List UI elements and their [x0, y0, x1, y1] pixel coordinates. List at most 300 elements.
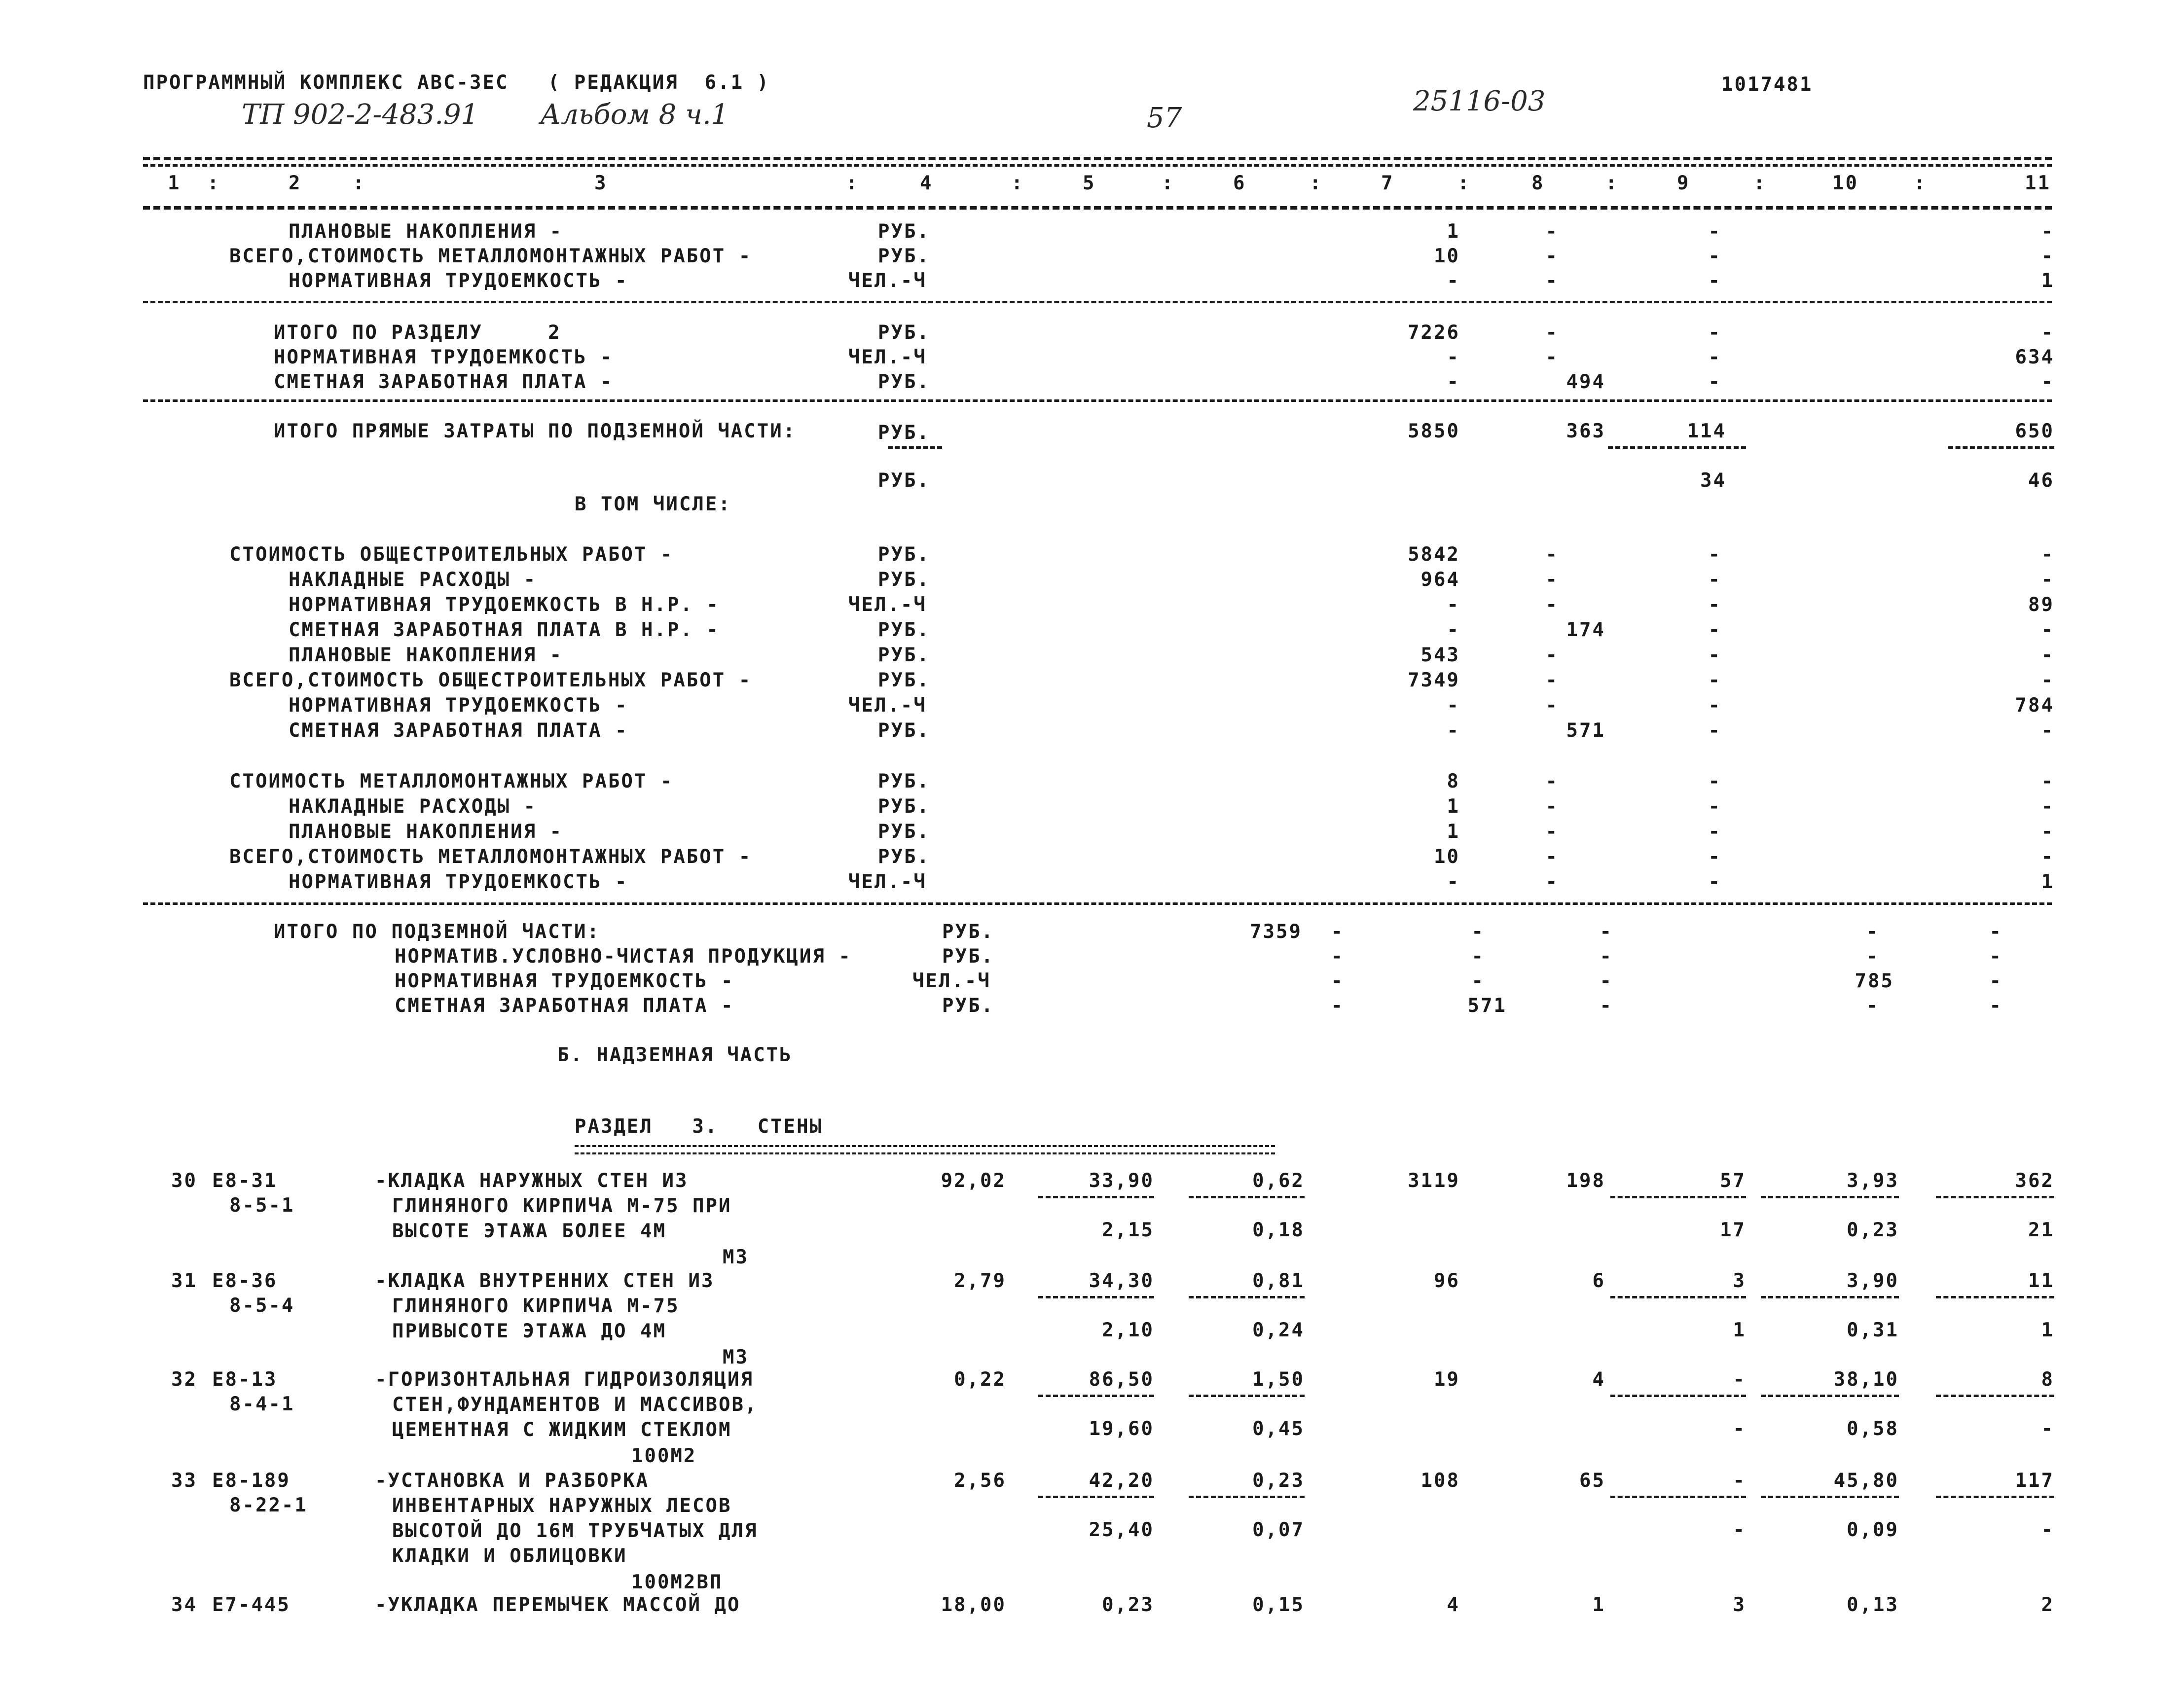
item-machines: 3	[1733, 1594, 1746, 1616]
item-total-wage: 198	[1566, 1170, 1605, 1192]
item-unit-cost: 34,30	[1089, 1270, 1154, 1292]
value-col-c: -	[1600, 921, 1613, 943]
item-unit: 100М2	[631, 1445, 697, 1467]
item-description-line: -УСТАНОВКА И РАЗБОРКА	[375, 1470, 650, 1492]
value-col-a: -	[1331, 945, 1344, 968]
item-unit-wage: 0,23	[1252, 1470, 1305, 1492]
value-col-11: -	[2041, 322, 2054, 344]
item-description-line: СТЕН,ФУНДАМЕНТОВ И МАССИВОВ,	[392, 1394, 758, 1416]
value-col-11: -	[2041, 220, 2054, 243]
section-rule	[143, 301, 2052, 303]
value-col-8: -	[1545, 322, 1559, 344]
underground-total-label: НОРМАТИВ.УСЛОВНО-ЧИСТАЯ ПРОДУКЦИЯ -	[395, 945, 852, 968]
value-col-7: 10	[1434, 846, 1460, 868]
value-col-9: -	[1708, 770, 1721, 792]
value-col-9: -	[1708, 719, 1721, 742]
item-number: 31	[171, 1270, 197, 1292]
summary-label: СМЕТНАЯ ЗАРАБОТНАЯ ПЛАТА -	[274, 371, 614, 393]
handwritten-sheet-code: 25116-03	[1413, 85, 1546, 117]
value-col-7: 8	[1447, 770, 1460, 792]
value-col-e: -	[1989, 995, 2002, 1017]
item-labour-total-sub: 21	[2028, 1219, 2054, 1241]
value-col-c: -	[1600, 970, 1613, 992]
column-header-2: 2	[289, 172, 302, 194]
value-col-8: -	[1545, 644, 1559, 666]
value-col-8: -	[1545, 846, 1559, 868]
value-col-8: -	[1545, 346, 1559, 368]
item-unit-wage-sub: 0,45	[1252, 1418, 1305, 1440]
summary-label: СМЕТНАЯ ЗАРАБОТНАЯ ПЛАТА В Н.Р. -	[289, 619, 720, 641]
item-labour-total: 117	[2015, 1470, 2054, 1492]
item-subrule	[1610, 1496, 1746, 1498]
value-col-8: -	[1545, 245, 1559, 267]
item-description-line: -ГОРИЗОНТАЛЬНАЯ ГИДРОИЗОЛЯЦИЯ	[375, 1368, 754, 1391]
item-subrule	[1761, 1296, 1899, 1298]
item-quantity: 2,79	[954, 1270, 1006, 1292]
value-col-11: -	[2041, 543, 2054, 566]
item-subrule	[1610, 1296, 1746, 1298]
item-description-line: -КЛАДКА ВНУТРЕННИХ СТЕН ИЗ	[375, 1270, 715, 1292]
value-col-8: -	[1545, 770, 1559, 792]
value-col-8: -	[1545, 694, 1559, 717]
section-3-heading: РАЗДЕЛ 3. СТЕНЫ	[575, 1115, 823, 1138]
item-machines: -	[1733, 1368, 1746, 1391]
unit-label: ЧЕЛ.-Ч	[848, 346, 927, 368]
item-subrule	[1189, 1395, 1305, 1397]
value-col-b: -	[1471, 970, 1485, 992]
item-code: Е8-36	[212, 1270, 278, 1292]
value-col-9: -	[1708, 371, 1721, 393]
item-subrule	[1038, 1496, 1154, 1498]
item-machines-sub: -	[1733, 1519, 1746, 1541]
item-subrule	[1761, 1196, 1899, 1198]
value-col-8: -	[1545, 270, 1559, 292]
item-code-2: 8-22-1	[229, 1494, 308, 1516]
value-col-8: 571	[1566, 719, 1605, 742]
value-col-e: -	[1989, 970, 2002, 992]
summary-label: ВСЕГО,СТОИМОСТЬ МЕТАЛЛОМОНТАЖНЫХ РАБОТ -	[229, 245, 752, 267]
unit-label: ЧЕЛ.-Ч	[848, 694, 927, 717]
item-labour-rate: 45,80	[1833, 1470, 1899, 1492]
item-quantity: 18,00	[941, 1594, 1006, 1616]
item-machines: 57	[1720, 1170, 1746, 1192]
column-separator: :	[1310, 172, 1323, 194]
section-rule	[143, 399, 2052, 402]
value-col-a: -	[1331, 921, 1344, 943]
direct-costs-label: ИТОГО ПРЯМЫЕ ЗАТРАТЫ ПО ПОДЗЕМНОЙ ЧАСТИ:	[274, 420, 797, 442]
value-col-7: -	[1447, 619, 1460, 641]
unit-label: РУБ.	[942, 945, 994, 968]
value-col-11: -	[2041, 644, 2054, 666]
value-col-9: -	[1708, 846, 1721, 868]
item-labour-total: 8	[2041, 1368, 2054, 1391]
value-col-b: -	[1471, 921, 1485, 943]
item-total-wage: 4	[1592, 1368, 1605, 1391]
summary-label: ПЛАНОВЫЕ НАКОПЛЕНИЯ -	[289, 644, 563, 666]
underground-total-label: НОРМАТИВНАЯ ТРУДОЕМКОСТЬ -	[395, 970, 734, 992]
unit-label: РУБ.	[878, 422, 930, 444]
value-col-9: -	[1708, 669, 1721, 691]
value-col-9: -	[1708, 220, 1721, 243]
item-unit-wage-sub: 0,18	[1252, 1219, 1305, 1241]
summary-label: ПЛАНОВЫЕ НАКОПЛЕНИЯ -	[289, 220, 563, 243]
unit-label: РУБ.	[878, 220, 930, 243]
unit-label: РУБ.	[878, 371, 930, 393]
item-unit-cost-sub: 2,15	[1102, 1219, 1154, 1241]
value-col-c: -	[1600, 995, 1613, 1017]
value-col-11: -	[2041, 371, 2054, 393]
value-col-7: 10	[1434, 245, 1460, 267]
value-col-8: -	[1545, 871, 1559, 893]
item-subrule	[1189, 1496, 1305, 1498]
item-total-cost: 96	[1434, 1270, 1460, 1292]
value-col-11: -	[2041, 569, 2054, 591]
value-col-7: 7226	[1408, 322, 1460, 344]
item-subrule	[1038, 1196, 1154, 1198]
item-unit-cost-sub: 25,40	[1089, 1519, 1154, 1541]
handwritten-page-number: 57	[1147, 102, 1182, 134]
item-subrule	[1761, 1496, 1899, 1498]
item-labour-total-sub: -	[2041, 1418, 2054, 1440]
item-unit-cost-sub: 2,10	[1102, 1319, 1154, 1341]
value-col-d: -	[1866, 995, 1879, 1017]
item-labour-total: 2	[2041, 1594, 2054, 1616]
subtotal-rule	[1948, 446, 2054, 449]
item-code: Е7-445	[212, 1594, 291, 1616]
item-subrule	[1038, 1395, 1154, 1397]
item-description-line: ЦЕМЕНТНАЯ С ЖИДКИМ СТЕКЛОМ	[392, 1419, 732, 1441]
item-labour-total: 11	[2028, 1270, 2054, 1292]
value-col-8: -	[1545, 569, 1559, 591]
column-header-9: 9	[1677, 172, 1690, 194]
value-col-7: 1	[1447, 220, 1460, 243]
item-code-2: 8-5-4	[229, 1294, 295, 1317]
unit-label: РУБ.	[878, 245, 930, 267]
item-code: Е8-13	[212, 1368, 278, 1391]
value-col-7: -	[1447, 270, 1460, 292]
value-col-8: -	[1545, 821, 1559, 843]
column-header-10: 10	[1832, 172, 1858, 194]
value-col-d: -	[1866, 921, 1879, 943]
summary-label: СТОИМОСТЬ МЕТАЛЛОМОНТАЖНЫХ РАБОТ -	[229, 770, 674, 792]
underground-total-label: СМЕТНАЯ ЗАРАБОТНАЯ ПЛАТА -	[395, 995, 734, 1017]
item-description-line: ГЛИНЯНОГО КИРПИЧА М-75	[392, 1295, 680, 1317]
value-col-9: -	[1708, 543, 1721, 566]
unit-label: РУБ.	[878, 619, 930, 641]
handwritten-project-code: ТП 902-2-483.91	[242, 99, 479, 131]
summary-label: СМЕТНАЯ ЗАРАБОТНАЯ ПЛАТА -	[289, 719, 628, 742]
unit-label: РУБ.	[878, 846, 930, 868]
summary-label: ИТОГО ПО РАЗДЕЛУ 2	[274, 322, 561, 344]
item-unit: М3	[723, 1246, 749, 1268]
item-unit-wage-sub: 0,24	[1252, 1319, 1305, 1341]
item-subrule	[1189, 1196, 1305, 1198]
value-col-7: 1	[1447, 795, 1460, 818]
value-col-11: 634	[2015, 346, 2054, 368]
item-code-2: 8-4-1	[229, 1393, 295, 1415]
column-header-8: 8	[1531, 172, 1545, 194]
item-description-line: ИНВЕНТАРНЫХ НАРУЖНЫХ ЛЕСОВ	[392, 1495, 732, 1517]
value-col-7: -	[1447, 694, 1460, 717]
value-col-11: 89	[2028, 594, 2054, 616]
item-unit-cost: 0,23	[1102, 1594, 1154, 1616]
item-description-line: ПРИВЫСОТЕ ЭТАЖА ДО 4М	[392, 1320, 667, 1342]
item-unit-cost: 42,20	[1089, 1470, 1154, 1492]
value-col-11: -	[2041, 821, 2054, 843]
item-labour-total: 362	[2015, 1170, 2054, 1192]
value-col-8: -	[1545, 795, 1559, 818]
item-number: 32	[171, 1368, 197, 1391]
unit-label: РУБ.	[942, 995, 994, 1017]
item-unit-cost: 86,50	[1089, 1368, 1154, 1391]
value-col-7: -	[1447, 371, 1460, 393]
item-labour-rate: 3,90	[1847, 1270, 1899, 1292]
item-unit-cost-sub: 19,60	[1089, 1418, 1154, 1440]
unit-label: ЧЕЛ.-Ч	[848, 594, 927, 616]
value-col-11: 650	[2015, 420, 2054, 442]
column-header-1: 1	[168, 172, 181, 194]
item-total-cost: 3119	[1408, 1170, 1460, 1192]
handwritten-album: Альбом 8 ч.1	[540, 99, 729, 131]
item-description-line: КЛАДКИ И ОБЛИЦОВКИ	[392, 1545, 627, 1567]
item-unit-wage: 0,81	[1252, 1270, 1305, 1292]
item-number: 34	[171, 1594, 197, 1616]
value-col-a: -	[1331, 970, 1344, 992]
item-total-wage: 1	[1592, 1594, 1605, 1616]
value-col-9: 34	[1700, 469, 1726, 492]
summary-label: НОРМАТИВНАЯ ТРУДОЕМКОСТЬ -	[289, 694, 628, 717]
value-col-9: -	[1708, 871, 1721, 893]
unit-label: РУБ.	[942, 921, 994, 943]
item-subrule	[1936, 1296, 2054, 1298]
summary-label: СТОИМОСТЬ ОБЩЕСТРОИТЕЛЬНЫХ РАБОТ -	[229, 543, 674, 566]
unit-label: РУБ.	[878, 569, 930, 591]
item-number: 30	[171, 1170, 197, 1192]
item-labour-rate-sub: 0,31	[1847, 1319, 1899, 1341]
summary-label: НОРМАТИВНАЯ ТРУДОЕМКОСТЬ -	[274, 346, 614, 368]
column-separator: :	[1914, 172, 1927, 194]
value-col-8: 363	[1566, 420, 1605, 442]
value-col-11: -	[2041, 795, 2054, 818]
value-col-9: -	[1708, 821, 1721, 843]
item-unit-cost: 33,90	[1089, 1170, 1154, 1192]
value-col-b: 571	[1467, 995, 1507, 1017]
summary-label: НАКЛАДНЫЕ РАСХОДЫ -	[289, 569, 537, 591]
unit-label: РУБ.	[878, 770, 930, 792]
value-col-7: 5842	[1408, 543, 1460, 566]
item-subrule	[1936, 1496, 2054, 1498]
item-total-wage: 65	[1579, 1470, 1605, 1492]
unit-label: РУБ.	[878, 543, 930, 566]
column-header-7: 7	[1381, 172, 1394, 194]
item-subrule	[1610, 1196, 1746, 1198]
item-unit-wage-sub: 0,07	[1252, 1519, 1305, 1541]
header-rule-top	[143, 157, 2052, 160]
value-col-7: 543	[1420, 644, 1460, 666]
value-col-9: -	[1708, 795, 1721, 818]
value-col-7: 5850	[1408, 420, 1460, 442]
item-machines: 3	[1733, 1270, 1746, 1292]
section-double-rule	[575, 1145, 1275, 1154]
item-unit-wage: 0,15	[1252, 1594, 1305, 1616]
item-unit: М3	[723, 1346, 749, 1368]
item-subrule	[1610, 1395, 1746, 1397]
subtotal-rule	[888, 446, 942, 449]
item-subrule	[1936, 1196, 2054, 1198]
item-quantity: 2,56	[954, 1470, 1006, 1492]
item-unit-wage: 0,62	[1252, 1170, 1305, 1192]
item-description-line: ВЫСОТЕ ЭТАЖА БОЛЕЕ 4М	[392, 1220, 667, 1242]
value-col-9: -	[1708, 594, 1721, 616]
item-code-2: 8-5-1	[229, 1194, 295, 1217]
summary-label: НОРМАТИВНАЯ ТРУДОЕМКОСТЬ В Н.Р. -	[289, 594, 720, 616]
item-labour-rate: 38,10	[1833, 1368, 1899, 1391]
unit-label: ЧЕЛ.-Ч	[848, 871, 927, 893]
item-subrule	[1761, 1395, 1899, 1397]
item-labour-rate-sub: 0,09	[1847, 1519, 1899, 1541]
item-total-cost: 108	[1420, 1470, 1460, 1492]
value-col-8: -	[1545, 594, 1559, 616]
item-subrule	[1189, 1296, 1305, 1298]
item-machines-sub: 17	[1720, 1219, 1746, 1241]
value-col-d: 785	[1855, 970, 1894, 992]
item-labour-rate-sub: 0,58	[1847, 1418, 1899, 1440]
column-separator: :	[1011, 172, 1024, 194]
value-col-b: -	[1471, 945, 1485, 968]
value-col-11: 1	[2041, 871, 2054, 893]
column-separator: :	[846, 172, 859, 194]
value-col-8: 494	[1566, 371, 1605, 393]
subtotal-rule	[1608, 446, 1746, 449]
unit-label: РУБ.	[878, 795, 930, 818]
unit-label: РУБ.	[878, 719, 930, 742]
column-header-6: 6	[1233, 172, 1246, 194]
item-machines-sub: -	[1733, 1418, 1746, 1440]
value-col-7: -	[1447, 871, 1460, 893]
item-unit-wage: 1,50	[1252, 1368, 1305, 1391]
document-number: 1017481	[1721, 73, 1813, 96]
summary-label: ВСЕГО,СТОИМОСТЬ МЕТАЛЛОМОНТАЖНЫХ РАБОТ -	[229, 846, 752, 868]
value-col-7: 964	[1420, 569, 1460, 591]
column-header-4: 4	[920, 172, 933, 194]
item-labour-total-sub: 1	[2041, 1319, 2054, 1341]
value-col-11: -	[2041, 846, 2054, 868]
column-header-3: 3	[594, 172, 608, 194]
value-col-7: 1	[1447, 821, 1460, 843]
value-col-7: -	[1447, 346, 1460, 368]
value-total: 7359	[1250, 921, 1302, 943]
value-col-8: 174	[1566, 619, 1605, 641]
value-col-9: 114	[1687, 420, 1726, 442]
item-total-cost: 4	[1447, 1594, 1460, 1616]
value-col-11: -	[2041, 245, 2054, 267]
value-col-11: -	[2041, 619, 2054, 641]
value-col-9: -	[1708, 245, 1721, 267]
value-col-9: -	[1708, 619, 1721, 641]
summary-label: НОРМАТИВНАЯ ТРУДОЕМКОСТЬ -	[289, 871, 628, 893]
part-b-heading: Б. НАДЗЕМНАЯ ЧАСТЬ	[557, 1044, 793, 1066]
value-col-11: 1	[2041, 270, 2054, 292]
value-col-8: -	[1545, 220, 1559, 243]
including-label: В ТОМ ЧИСЛЕ:	[575, 493, 731, 515]
unit-label: РУБ.	[878, 469, 930, 492]
value-col-9: -	[1708, 644, 1721, 666]
summary-label: НАКЛАДНЫЕ РАСХОДЫ -	[289, 795, 537, 818]
item-labour-rate-sub: 0,23	[1847, 1219, 1899, 1241]
value-col-7: 7349	[1408, 669, 1460, 691]
column-separator: :	[353, 172, 366, 194]
item-quantity: 92,02	[941, 1170, 1006, 1192]
unit-label: ЧЕЛ.-Ч	[912, 970, 991, 992]
item-quantity: 0,22	[954, 1368, 1006, 1391]
column-separator: :	[207, 172, 220, 194]
value-col-c: -	[1600, 945, 1613, 968]
value-col-7: -	[1447, 594, 1460, 616]
value-col-e: -	[1989, 921, 2002, 943]
underground-total-label: ИТОГО ПО ПОДЗЕМНОЙ ЧАСТИ:	[274, 921, 600, 943]
column-separator: :	[1605, 172, 1619, 194]
value-col-7: -	[1447, 719, 1460, 742]
item-code: Е8-31	[212, 1170, 278, 1192]
unit-label: РУБ.	[878, 669, 930, 691]
value-col-11: -	[2041, 719, 2054, 742]
item-total-wage: 6	[1592, 1270, 1605, 1292]
summary-label: НОРМАТИВНАЯ ТРУДОЕМКОСТЬ -	[289, 270, 628, 292]
value-col-9: -	[1708, 270, 1721, 292]
item-description-line: ВЫСОТОЙ ДО 16М ТРУБЧАТЫХ ДЛЯ	[392, 1520, 758, 1542]
item-subrule	[1038, 1296, 1154, 1298]
item-total-cost: 19	[1434, 1368, 1460, 1391]
value-col-9: -	[1708, 569, 1721, 591]
value-col-d: -	[1866, 945, 1879, 968]
unit-label: РУБ.	[878, 821, 930, 843]
value-col-a: -	[1331, 995, 1344, 1017]
value-col-e: -	[1989, 945, 2002, 968]
unit-label: РУБ.	[878, 322, 930, 344]
value-col-11: 784	[2015, 694, 2054, 717]
value-col-8: -	[1545, 669, 1559, 691]
unit-label: РУБ.	[878, 644, 930, 666]
item-machines-sub: 1	[1733, 1319, 1746, 1341]
header-rule-bottom	[143, 206, 2052, 210]
summary-label: ВСЕГО,СТОИМОСТЬ ОБЩЕСТРОИТЕЛЬНЫХ РАБОТ -	[229, 669, 752, 691]
item-description-line: -КЛАДКА НАРУЖНЫХ СТЕН ИЗ	[375, 1170, 689, 1192]
value-col-11: -	[2041, 669, 2054, 691]
item-description-line: ГЛИНЯНОГО КИРПИЧА М-75 ПРИ	[392, 1195, 732, 1217]
value-col-9: -	[1708, 694, 1721, 717]
column-header-5: 5	[1083, 172, 1096, 194]
item-machines: -	[1733, 1470, 1746, 1492]
item-description-line: -УКЛАДКА ПЕРЕМЫЧЕК МАССОЙ ДО	[375, 1594, 741, 1616]
item-subrule	[1936, 1395, 2054, 1397]
column-separator: :	[1162, 172, 1175, 194]
item-code: Е8-189	[212, 1470, 291, 1492]
column-header-11: 11	[2025, 172, 2051, 194]
summary-label: ПЛАНОВЫЕ НАКОПЛЕНИЯ -	[289, 821, 563, 843]
item-labour-total-sub: -	[2041, 1519, 2054, 1541]
item-number: 33	[171, 1470, 197, 1492]
unit-label: ЧЕЛ.-Ч	[848, 270, 927, 292]
item-unit: 100М2ВП	[631, 1571, 723, 1593]
value-col-11: 46	[2028, 469, 2054, 492]
header-rule-top-2	[143, 164, 2052, 167]
item-labour-rate: 3,93	[1847, 1170, 1899, 1192]
column-separator: :	[1753, 172, 1767, 194]
item-labour-rate: 0,13	[1847, 1594, 1899, 1616]
program-header: ПРОГРАММНЫЙ КОМПЛЕКС АВС-3ЕС ( РЕДАКЦИЯ 6.1 )	[143, 72, 770, 94]
value-col-9: -	[1708, 346, 1721, 368]
column-separator: :	[1457, 172, 1471, 194]
